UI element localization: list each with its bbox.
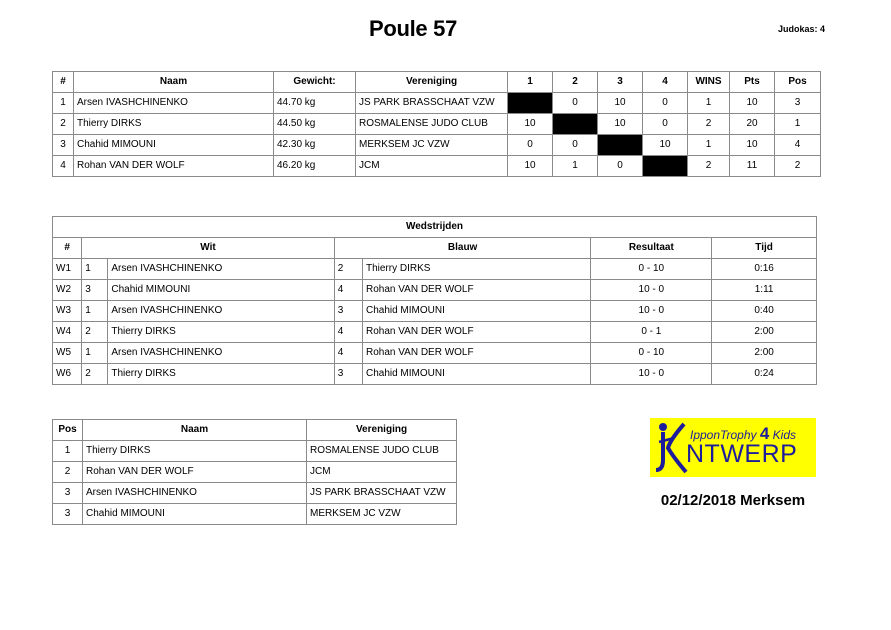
rank-pos: 3 (53, 504, 83, 525)
pos-cell: 2 (775, 156, 821, 177)
match-id: W4 (53, 322, 82, 343)
blauw-nr: 2 (334, 259, 362, 280)
col-header-wit: Wit (82, 238, 335, 259)
col-header-1: 1 (508, 72, 553, 93)
wit-nr: 3 (82, 280, 108, 301)
col-header-rank-vereniging: Vereniging (307, 420, 457, 441)
blauw-nr: 3 (334, 301, 362, 322)
match-row (53, 343, 817, 364)
judoka-nr: 4 (53, 156, 74, 177)
blauw-naam: Chahid MIMOUNI (362, 364, 590, 385)
wit-naam: Arsen IVASHCHINENKO (108, 301, 334, 322)
wit-nr: 1 (82, 259, 108, 280)
judoka-gewicht: 44.50 kg (274, 114, 356, 135)
judokas-count: Judokas: 4 (777, 24, 825, 34)
pts-cell: 10 (730, 93, 775, 114)
poule-row (53, 135, 821, 156)
poule-row (53, 114, 821, 135)
match-resultaat: 10 - 0 (591, 280, 712, 301)
wit-nr: 2 (82, 364, 108, 385)
blauw-nr: 4 (334, 322, 362, 343)
rank-pos: 2 (53, 462, 83, 483)
match-tijd: 0:16 (712, 259, 817, 280)
wins-cell: 1 (688, 135, 730, 156)
pos-cell: 3 (775, 93, 821, 114)
ranking-table (52, 419, 457, 525)
judoka-figure-icon (654, 420, 688, 474)
score-cell: 10 (598, 93, 643, 114)
match-resultaat: 10 - 0 (591, 301, 712, 322)
poule-row (53, 93, 821, 114)
score-cell: 10 (508, 114, 553, 135)
ranking-row (53, 483, 457, 504)
col-header-pos: Pos (775, 72, 821, 93)
poule-row (53, 156, 821, 177)
col-header-2: 2 (553, 72, 598, 93)
self-cell (508, 93, 553, 114)
judoka-gewicht: 46.20 kg (274, 156, 356, 177)
col-header-naam: Naam (74, 72, 274, 93)
match-row (53, 259, 817, 280)
judoka-nr: 1 (53, 93, 74, 114)
col-header-resultaat: Resultaat (591, 238, 712, 259)
col-header-tijd: Tijd (712, 238, 817, 259)
judoka-naam: Chahid MIMOUNI (74, 135, 274, 156)
score-cell: 1 (553, 156, 598, 177)
score-cell: 0 (508, 135, 553, 156)
rank-vereniging: JS PARK BRASSCHAAT VZW (307, 483, 457, 504)
pts-cell: 20 (730, 114, 775, 135)
wit-nr: 1 (82, 301, 108, 322)
match-tijd: 0:24 (712, 364, 817, 385)
col-header-3: 3 (598, 72, 643, 93)
matches-header-row (53, 238, 817, 259)
poule-table (52, 71, 821, 177)
pts-cell: 10 (730, 135, 775, 156)
page-title: Poule 57 (368, 16, 458, 41)
rank-vereniging: JCM (307, 462, 457, 483)
match-tijd: 2:00 (712, 322, 817, 343)
blauw-naam: Rohan VAN DER WOLF (362, 322, 590, 343)
wit-naam: Arsen IVASHCHINENKO (108, 343, 334, 364)
rank-naam: Rohan VAN DER WOLF (83, 462, 307, 483)
match-id: W2 (53, 280, 82, 301)
score-cell: 0 (553, 135, 598, 156)
matches-title-row (53, 217, 817, 238)
score-cell: 10 (508, 156, 553, 177)
wit-naam: Chahid MIMOUNI (108, 280, 334, 301)
match-row (53, 280, 817, 301)
col-header-4: 4 (643, 72, 688, 93)
match-id: W3 (53, 301, 82, 322)
wins-cell: 2 (688, 156, 730, 177)
judoka-naam: Thierry DIRKS (74, 114, 274, 135)
score-cell: 10 (643, 135, 688, 156)
col-header-nr: # (53, 72, 74, 93)
poule-header-row (53, 72, 821, 93)
blauw-nr: 4 (334, 343, 362, 364)
match-tijd: 2:00 (712, 343, 817, 364)
blauw-naam: Chahid MIMOUNI (362, 301, 590, 322)
logo-four-text: 4 (759, 424, 770, 443)
self-cell (553, 114, 598, 135)
match-resultaat: 0 - 1 (591, 322, 712, 343)
self-cell (643, 156, 688, 177)
match-resultaat: 0 - 10 (591, 343, 712, 364)
match-row (53, 322, 817, 343)
wit-naam: Arsen IVASHCHINENKO (108, 259, 334, 280)
rank-pos: 1 (53, 441, 83, 462)
blauw-nr: 4 (334, 280, 362, 301)
ranking-header-row (53, 420, 457, 441)
score-cell: 10 (598, 114, 643, 135)
blauw-naam: Thierry DIRKS (362, 259, 590, 280)
match-id: W1 (53, 259, 82, 280)
rank-naam: Chahid MIMOUNI (83, 504, 307, 525)
pos-cell: 1 (775, 114, 821, 135)
judoka-vereniging: JCM (356, 156, 508, 177)
ippon-trophy-logo (650, 418, 816, 477)
matches-title: Wedstrijden (53, 217, 817, 238)
blauw-nr: 3 (334, 364, 362, 385)
col-header-wins: WINS (688, 72, 730, 93)
judoka-vereniging: ROSMALENSE JUDO CLUB (356, 114, 508, 135)
wit-nr: 2 (82, 322, 108, 343)
rank-naam: Arsen IVASHCHINENKO (83, 483, 307, 504)
match-resultaat: 10 - 0 (591, 364, 712, 385)
pts-cell: 11 (730, 156, 775, 177)
judoka-vereniging: JS PARK BRASSCHAAT VZW (356, 93, 508, 114)
match-tijd: 0:40 (712, 301, 817, 322)
col-header-blauw: Blauw (334, 238, 591, 259)
judoka-gewicht: 42.30 kg (274, 135, 356, 156)
ranking-row (53, 504, 457, 525)
judoka-nr: 3 (53, 135, 74, 156)
self-cell (598, 135, 643, 156)
judoka-vereniging: MERKSEM JC VZW (356, 135, 508, 156)
score-cell: 0 (598, 156, 643, 177)
col-header-vereniging: Vereniging (356, 72, 508, 93)
logo-ippon-text: IpponTrophy (690, 428, 757, 442)
wins-cell: 1 (688, 93, 730, 114)
blauw-naam: Rohan VAN DER WOLF (362, 343, 590, 364)
ranking-row (53, 441, 457, 462)
score-cell: 0 (643, 114, 688, 135)
match-resultaat: 0 - 10 (591, 259, 712, 280)
rank-vereniging: ROSMALENSE JUDO CLUB (307, 441, 457, 462)
col-header-rank-naam: Naam (83, 420, 307, 441)
pos-cell: 4 (775, 135, 821, 156)
match-row (53, 364, 817, 385)
rank-pos: 3 (53, 483, 83, 504)
col-header-gewicht: Gewicht: (274, 72, 356, 93)
blauw-naam: Rohan VAN DER WOLF (362, 280, 590, 301)
score-cell: 0 (553, 93, 598, 114)
rank-vereniging: MERKSEM JC VZW (307, 504, 457, 525)
rank-naam: Thierry DIRKS (83, 441, 307, 462)
judoka-nr: 2 (53, 114, 74, 135)
wit-naam: Thierry DIRKS (108, 364, 334, 385)
logo-antwerp-text: NTWERP (686, 440, 798, 468)
matches-table (52, 216, 817, 385)
wit-naam: Thierry DIRKS (108, 322, 334, 343)
judoka-naam: Arsen IVASHCHINENKO (74, 93, 274, 114)
ranking-row (53, 462, 457, 483)
logo-kids-text: Kids (772, 428, 796, 442)
match-row (53, 301, 817, 322)
wins-cell: 2 (688, 114, 730, 135)
match-tijd: 1:11 (712, 280, 817, 301)
judoka-naam: Rohan VAN DER WOLF (74, 156, 274, 177)
col-header-pts: Pts (730, 72, 775, 93)
col-header-rank-pos: Pos (53, 420, 83, 441)
match-id: W6 (53, 364, 82, 385)
col-header-match-nr: # (53, 238, 82, 259)
score-cell: 0 (643, 93, 688, 114)
judoka-gewicht: 44.70 kg (274, 93, 356, 114)
match-id: W5 (53, 343, 82, 364)
wit-nr: 1 (82, 343, 108, 364)
event-date-location: 02/12/2018 Merksem (660, 492, 806, 509)
